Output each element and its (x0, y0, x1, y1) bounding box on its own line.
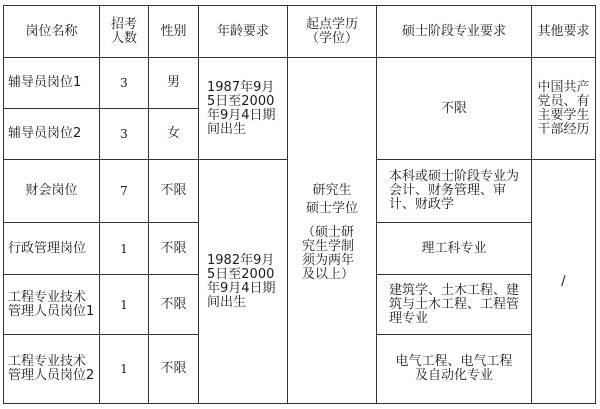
major-cell: 建筑学、土木工程、建筑与土木工程、工程管理专业 (377, 275, 532, 335)
table-row (4, 58, 596, 109)
gender-cell: 不限 (149, 223, 199, 275)
count-cell: 1 (100, 275, 149, 335)
major-cell: 电气工程、电气工程及自动化专业 (377, 335, 532, 404)
major-cell: 不限 (377, 58, 532, 160)
gender-cell: 男 (149, 58, 199, 109)
education-note: （硕士研究生学制须为两年及以上） (302, 224, 355, 282)
education-degree: 硕士学位 (305, 200, 358, 216)
header-row (4, 6, 596, 58)
education-level: 研究生 (312, 182, 352, 198)
header-gender: 性别 (149, 6, 199, 58)
header-count: 招考人数 (100, 6, 149, 58)
count-cell: 7 (100, 160, 149, 223)
position-cell: 工程专业技术管理人员岗位1 (4, 275, 100, 335)
count-cell: 3 (100, 58, 149, 109)
position-cell: 工程专业技术管理人员岗位2 (4, 335, 100, 404)
education-cell (288, 58, 377, 404)
count-cell: 1 (100, 335, 149, 404)
other-cell: / (532, 160, 596, 404)
header-other: 其他要求 (532, 6, 596, 58)
position-cell: 行政管理岗位 (4, 223, 100, 275)
gender-cell: 不限 (149, 335, 199, 404)
header-position: 岗位名称 (4, 6, 100, 58)
gender-cell: 不限 (149, 160, 199, 223)
other-cell: 中国共产党员、有主要学生干部经历 (532, 58, 596, 160)
header-education: 起点学历（学位） (288, 6, 377, 58)
age-cell: 1982年9月5日至2000年9月4日期间出生 (199, 160, 288, 404)
major-cell: 理工科专业 (377, 223, 532, 275)
gender-cell: 女 (149, 109, 199, 160)
position-cell: 辅导员岗位2 (4, 109, 100, 160)
gender-cell: 不限 (149, 275, 199, 335)
count-cell: 1 (100, 223, 149, 275)
position-cell: 财会岗位 (4, 160, 100, 223)
header-major: 硕士阶段专业要求 (377, 6, 532, 58)
header-age: 年龄要求 (199, 6, 288, 58)
position-cell: 辅导员岗位1 (4, 58, 100, 109)
recruitment-table (3, 5, 596, 404)
age-cell: 1987年9月5日至2000年9月4日期间出生 (199, 58, 288, 160)
major-cell: 本科或硕士阶段专业为会计、财务管理、审计、财政学 (377, 160, 532, 223)
count-cell: 3 (100, 109, 149, 160)
